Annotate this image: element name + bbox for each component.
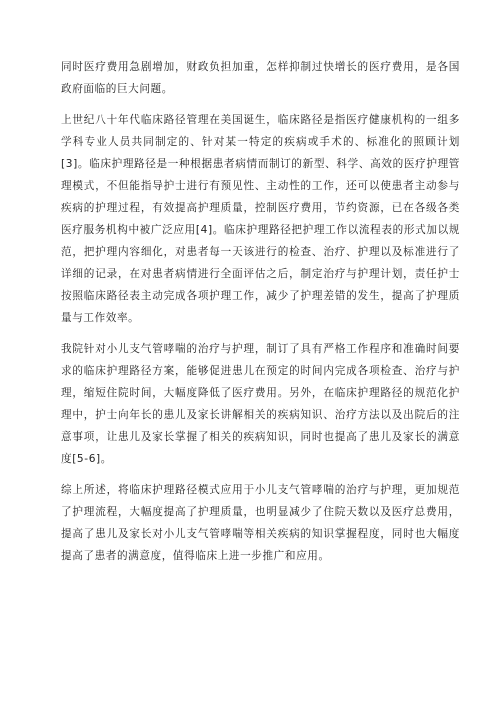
paragraph-conclusion: 综上所述，将临床护理路径模式应用于小儿支气管哮喘的治疗与护理，更加规范了护理流程，大幅度提高了护理质量，也明显减少了住院天数以及医疗总费用，提高了患儿及家长对小儿支气管哮喘等相关疾病的知识掌握程度，同时也大幅度提高了患者的满意度，值得临床上进一步推广和应用。 bbox=[61, 484, 460, 562]
paragraph-cost-problem: 同时医疗费用急剧增加，财政负担加重，怎样抑制过快增长的医疗费用，是各国政府面临的巨大问题。 bbox=[61, 61, 460, 95]
paragraph-clinical-pathway: 上世纪八十年代临床路径管理在美国诞生，临床路径是指医疗健康机构的一组多学科专业人员共同制定的、针对某一特定的疾病或手术的、标准化的照顾计划[3]。临床护理路径是一种根据患者病情而制订的新型、科学、高效的医疗护理管理模式，不但能指导护士进行有预见性、主动性的工作，还可以使患者主动参与疾病的护理过程，有效提高护理质量，控制医疗费用，节约资源，已在各级各类医疗服务机构中被广泛应用[4]。临床护理路径把护理工作以流程表的形式加以规范，把护理内容细化，对患者每一天该进行的检查、治疗、护理以及标准进行了详细的记录，在对患者病情进行全面评估之后，制定治疗与护理计划，责任护士按照临床路径表主动完成各项护理工作，减少了护理差错的发生，提高了护理质量与工作效率。 bbox=[61, 114, 460, 324]
paragraph-hospital-practice: 我院针对小儿支气管哮喘的治疗与护理，制订了具有严格工作程序和准确时间要求的临床护理路径方案，能够促进患儿在预定的时间内完成各项检查、治疗与护理，缩短住院时间，大幅度降低了医疗费用。另外，在临床护理路径的规范化护理中，护士向年长的患儿及家长讲解相关的疾病知识、治疗方法以及出院后的注意事项，让患儿及家长掌握了相关的疾病知识，同时也提高了患儿及家长的满意度[5-6]。 bbox=[61, 343, 460, 465]
